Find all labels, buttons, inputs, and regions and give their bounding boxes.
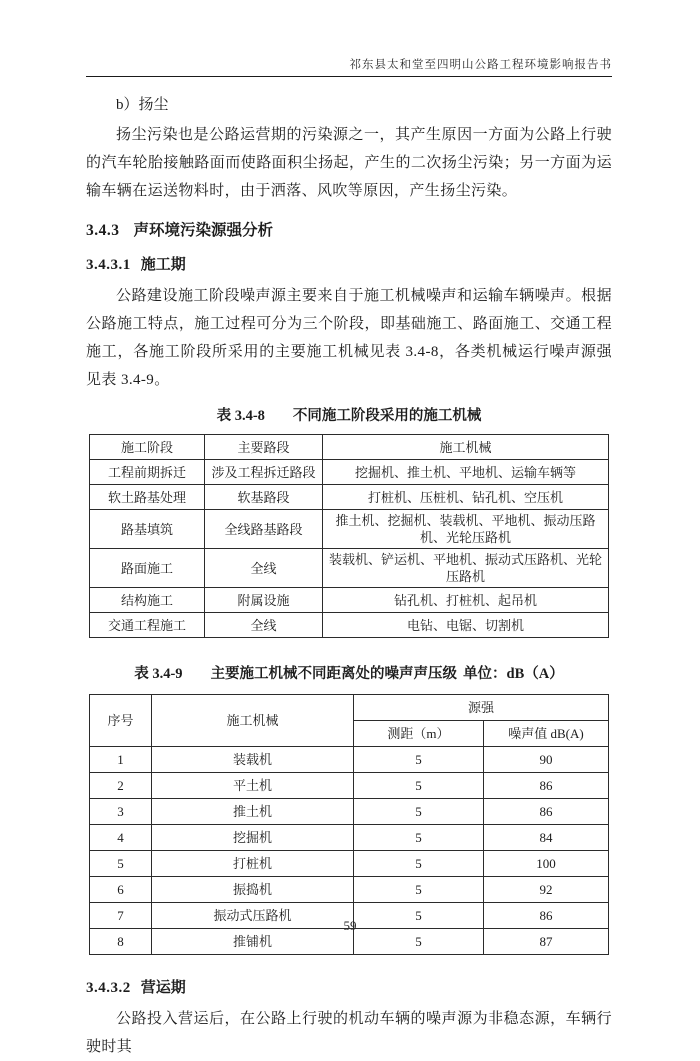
cell-phase: 软土路基处理	[90, 485, 205, 510]
table-row	[89, 825, 608, 851]
cell-noise: 92	[483, 877, 608, 903]
header-rule	[86, 76, 612, 77]
cell-noise: 84	[483, 825, 608, 851]
cell-noise: 86	[483, 903, 608, 929]
paragraph-construction-noise: 公路建设施工阶段噪声源主要来自于施工机械噪声和运输车辆噪声。根据公路施工特点，施工过程可分为三个阶段，即基础施工、路面施工、交通工程施工，各施工阶段所采用的主要施工机械见表 3.4-8，各类机械运行噪声源强见表 3.4-9。	[86, 288, 612, 388]
cell-distance: 5	[353, 773, 483, 799]
cell-section: 软基路段	[205, 485, 323, 510]
cell-machine: 平土机	[151, 773, 353, 799]
cell-machine: 振动式压路机	[151, 903, 353, 929]
heading-number: 3.4.3.1	[86, 257, 131, 273]
table-row	[90, 460, 609, 485]
cell-noise: 86	[483, 799, 608, 825]
cell-machinery: 推土机、挖掘机、装载机、平地机、振动压路机、光轮压路机	[323, 510, 609, 549]
cell-phase: 交通工程施工	[90, 613, 205, 638]
cell-distance: 5	[353, 929, 483, 955]
column-header-machine: 施工机械	[151, 695, 353, 747]
cell-noise: 100	[483, 851, 608, 877]
table-construction-machinery-by-phase	[89, 434, 609, 638]
cell-index: 7	[89, 903, 151, 929]
running-header: 祁东县太和堂至四明山公路工程环境影响报告书	[349, 59, 612, 71]
cell-distance: 5	[353, 851, 483, 877]
sub-item-b-dust: b）扬尘	[116, 97, 169, 113]
cell-machine: 推土机	[151, 799, 353, 825]
table-row	[90, 510, 609, 549]
heading-3-4-3	[86, 218, 612, 244]
cell-machine: 振捣机	[151, 877, 353, 903]
table-caption-label: 表 3.4-8	[216, 408, 265, 424]
cell-section: 附属设施	[205, 588, 323, 613]
heading-number: 3.4.3.2	[86, 980, 131, 996]
cell-phase: 结构施工	[90, 588, 205, 613]
heading-number: 3.4.3	[86, 222, 120, 239]
cell-machine: 挖掘机	[151, 825, 353, 851]
paragraph-operation-noise: 公路投入营运后，在公路上行驶的机动车辆的噪声源为非稳态源，车辆行驶时其	[86, 1011, 612, 1055]
cell-phase: 路面施工	[90, 549, 205, 588]
heading-title: 营运期	[140, 980, 186, 996]
column-header-index: 序号	[89, 695, 151, 747]
cell-index: 4	[89, 825, 151, 851]
table-caption-label: 表 3.4-9	[134, 666, 183, 682]
paragraph-dust-pollution: 扬尘污染也是公路运营期的污染源之一，其产生原因一方面为公路上行驶的汽车轮胎接触路面而使路面积尘扬起，产生的二次扬尘污染；另一方面为运输车辆在运送物料时，由于洒落、风吹等原因，产生扬尘污染。	[86, 127, 612, 199]
table-row	[89, 773, 608, 799]
table-row	[90, 549, 609, 588]
table-header-row	[89, 695, 608, 721]
column-header-distance: 测距（m）	[353, 721, 483, 747]
column-header-noise: 噪声值 dB(A)	[483, 721, 608, 747]
cell-index: 6	[89, 877, 151, 903]
table-row	[90, 613, 609, 638]
cell-phase: 工程前期拆迁	[90, 460, 205, 485]
cell-distance: 5	[353, 877, 483, 903]
cell-distance: 5	[353, 747, 483, 773]
cell-distance: 5	[353, 903, 483, 929]
cell-index: 3	[89, 799, 151, 825]
cell-noise: 87	[483, 929, 608, 955]
cell-machine: 打桩机	[151, 851, 353, 877]
heading-3-4-3-1	[86, 252, 612, 278]
table-header-row	[90, 435, 609, 460]
table-row	[90, 588, 609, 613]
table-row	[89, 877, 608, 903]
cell-noise: 86	[483, 773, 608, 799]
table-3-4-8-caption	[86, 404, 612, 428]
cell-index: 5	[89, 851, 151, 877]
cell-section: 全线	[205, 549, 323, 588]
column-group-header-source: 源强	[353, 695, 608, 721]
cell-distance: 5	[353, 799, 483, 825]
cell-distance: 5	[353, 825, 483, 851]
cell-machinery: 装载机、铲运机、平地机、振动式压路机、光轮压路机	[323, 549, 609, 588]
table-row	[89, 747, 608, 773]
cell-index: 8	[89, 929, 151, 955]
column-header: 施工阶段	[90, 435, 205, 460]
table-row	[90, 485, 609, 510]
cell-machinery: 挖掘机、推土机、平地机、运输车辆等	[323, 460, 609, 485]
cell-section: 全线	[205, 613, 323, 638]
cell-index: 1	[89, 747, 151, 773]
heading-3-4-3-2	[86, 975, 612, 1001]
cell-machinery: 钻孔机、打桩机、起吊机	[323, 588, 609, 613]
cell-machine: 推铺机	[151, 929, 353, 955]
cell-index: 2	[89, 773, 151, 799]
cell-machinery: 电钻、电锯、切割机	[323, 613, 609, 638]
table-machinery-noise-levels	[89, 694, 609, 955]
cell-phase: 路基填筑	[90, 510, 205, 549]
page-number: 59	[343, 918, 357, 933]
table-caption-title: 不同施工阶段采用的施工机械	[292, 408, 482, 424]
cell-noise: 90	[483, 747, 608, 773]
table-caption-title: 主要施工机械不同距离处的噪声声压级	[210, 666, 458, 682]
heading-title: 施工期	[140, 257, 186, 273]
cell-section: 全线路基路段	[205, 510, 323, 549]
cell-machinery: 打桩机、压桩机、钻孔机、空压机	[323, 485, 609, 510]
table-row	[89, 799, 608, 825]
table-3-4-9-caption	[86, 662, 612, 686]
table-caption-unit: 单位：dB（A）	[463, 666, 564, 682]
table-row	[89, 851, 608, 877]
cell-section: 涉及工程拆迁路段	[205, 460, 323, 485]
column-header: 主要路段	[205, 435, 323, 460]
heading-title: 声环境污染源强分析	[133, 222, 274, 239]
column-header: 施工机械	[323, 435, 609, 460]
cell-machine: 装载机	[151, 747, 353, 773]
